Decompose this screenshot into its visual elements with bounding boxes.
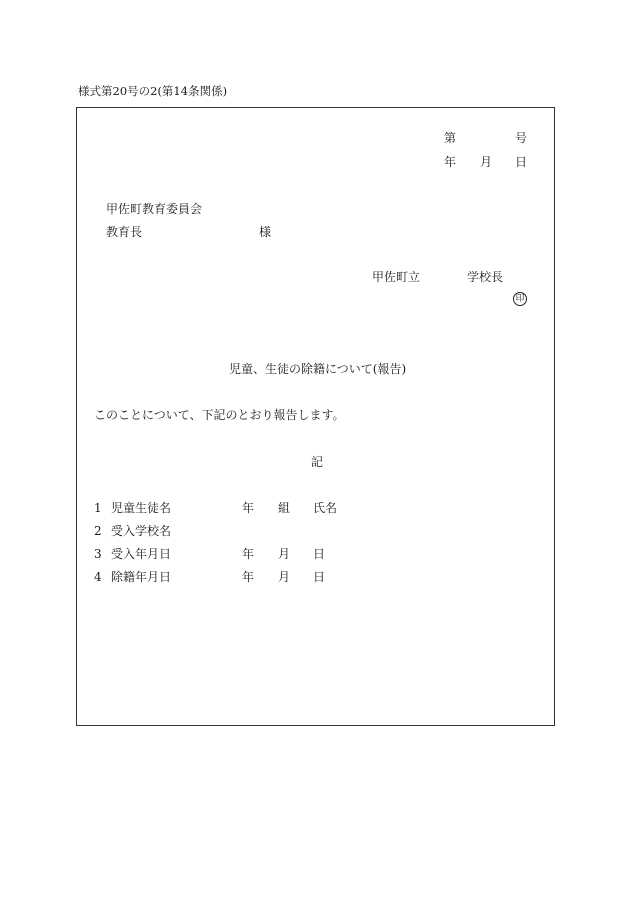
item-number: 2 [94, 524, 102, 538]
item-class: 組 [278, 501, 291, 515]
item-label: 除籍年月日 [111, 570, 172, 584]
body-text: このことについて、下記のとおり報告します。 [94, 408, 345, 422]
item-month: 月 [278, 570, 291, 584]
date-day: 日 [515, 155, 528, 169]
item-day: 日 [313, 570, 326, 584]
ki-label: 記 [311, 455, 324, 469]
item-month: 月 [278, 547, 291, 561]
document-title: 児童、生徒の除籍について(報告) [229, 362, 407, 376]
number-prefix: 第 [444, 131, 457, 145]
item-year: 年 [242, 570, 255, 584]
date-month: 月 [480, 155, 493, 169]
form-caption: 様式第20号の2(第14条関係) [78, 84, 228, 98]
item-year: 年 [242, 501, 255, 515]
addressee-organization: 甲佐町教育委員会 [106, 202, 203, 216]
item-label: 受入年月日 [111, 547, 172, 561]
item-number: 3 [94, 547, 102, 561]
date-year: 年 [444, 155, 457, 169]
sender-school-prefix: 甲佐町立 [372, 270, 421, 284]
sender-title: 学校長 [467, 270, 504, 284]
addressee-honorific: 様 [259, 225, 272, 239]
item-number: 1 [94, 501, 102, 515]
item-label: 受入学校名 [111, 524, 172, 538]
addressee-position: 教育長 [106, 225, 143, 239]
item-day: 日 [313, 547, 326, 561]
seal-mark: 印 [513, 292, 527, 306]
item-year: 年 [242, 547, 255, 561]
item-name: 氏名 [313, 501, 338, 515]
item-number: 4 [94, 570, 102, 584]
item-label: 児童生徒名 [111, 501, 172, 515]
number-suffix: 号 [515, 131, 528, 145]
